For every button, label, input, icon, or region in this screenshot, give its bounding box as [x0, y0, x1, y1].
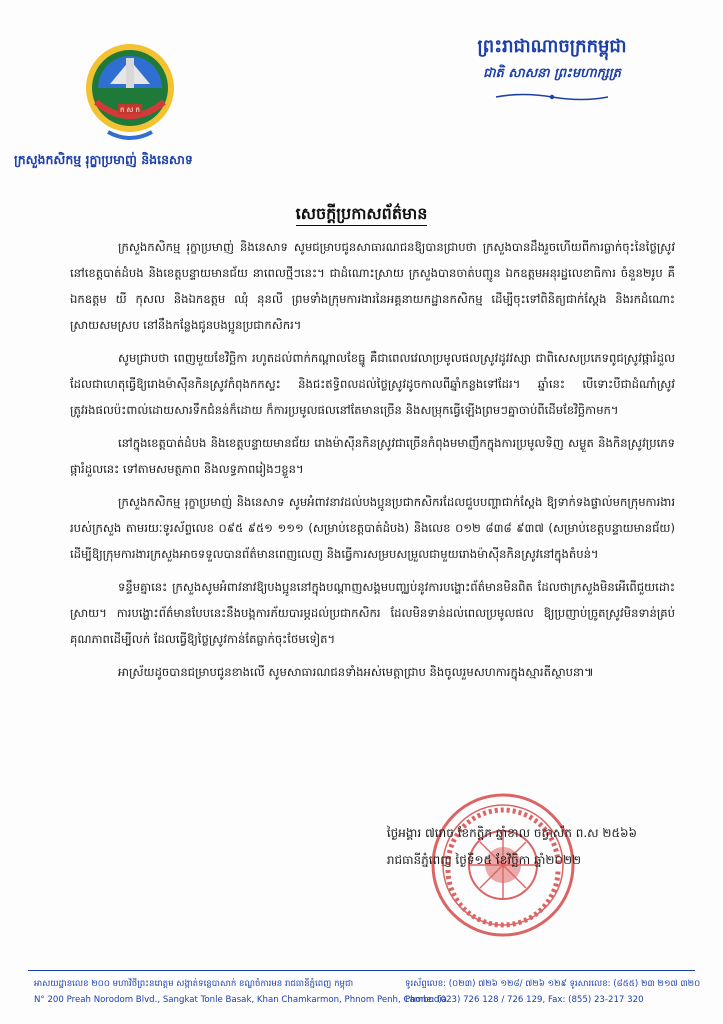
- footer-phone-km: ទូរស័ព្ទលេខ: (០២៣) ៧២៦ ១២៨/ ៧២៦ ១២៩ ទូរសារលេខ: (៨៥៥) ២៣ ២១៧ ៣២០: [405, 979, 701, 989]
- solar-date: រាជធានីភ្នំពេញ ថ្ងៃទី១៥ ខែវិច្ឆិកា ឆ្នាំ២០២២: [386, 853, 582, 867]
- paragraph: ក្រសួងកសិកម្ម រុក្ខាប្រមាញ់ និងនេសាទ សូមជម្រាបជូនសាធារណជនឱ្យបានជ្រាបថា ក្រសួងបានដឹងរួចហើយពីការធ្លាក់ចុះនៃថ្លៃស្រូវនៅខេត្តបាត់ដំបង និងខេត្តបន្ទាយមានជ័យ នាពេលថ្មីៗនេះ។ ជាដំណោះស្រាយ ក្រសួងបានចាត់បញ្ជូន ឯកឧត្តមអនុរដ្ឋលេខាធិការ ចំនួន២រូប គឺ ឯកឧត្តម យី កុសល និងឯកឧត្តម ឈុំ នុនលី ព្រមទាំងក្រុមការងារនៃអគ្គនាយកដ្ឋានកសិកម្ម ដើម្បីចុះទៅពិនិត្យជាក់ស្តែង និងរកដំណោះស្រាយសមស្រប នៅនឹងកន្លែងជូនបងប្អូនប្រជាកសិករ។: [70, 240, 675, 332]
- paragraph: នៅក្នុងខេត្តបាត់ដំបង និងខេត្តបន្ទាយមានជ័យ រោងម៉ាស៊ីនកិនស្រូវជាច្រើនកំពុងមមាញឹកក្នុងការប្រមូលទិញ សម្ងួត និងកិនស្រូវប្រភេទផ្ការំដួលនេះ ទៅតាមសមត្ថភាព និងលទ្ធភាពរៀងៗខ្លួន។: [70, 436, 675, 476]
- footer-address: [34, 976, 447, 1008]
- ornament-divider-icon: [492, 92, 612, 102]
- footer-address-km: អាសយដ្ឋានលេខ ២០០ មហាវិថីព្រះនរោត្តម សង្កាត់ទន្លេបាសាក់ ខណ្ឌចំការមន រាជធានីភ្នំពេញ កម្ពុជា: [34, 979, 354, 989]
- national-motto: ជាតិ សាសនា ព្រះមហាក្សត្រ: [483, 66, 621, 81]
- document-title-text: សេចក្ដីប្រកាសព័ត៌មាន: [296, 204, 428, 226]
- kingdom-header: [437, 34, 667, 106]
- paragraph: អាស្រ័យដូចបានជម្រាបជូនខាងលើ សូមសាធារណជនទាំងអស់មេត្តាជ្រាប និងចូលរួមសហការក្នុងស្មារតីស្ថាបនា៕: [118, 665, 594, 679]
- footer-divider: [28, 970, 695, 971]
- paragraph: ទន្ទឹមគ្នានេះ ក្រសួងសូមអំពាវនាវឱ្យបងប្អូននៅក្នុងបណ្តាញសង្គមបញ្ឈប់នូវការបង្ហោះព័ត៌មានមិនពិត ដែលថាក្រសួងមិនអើពើជួយដោះស្រាយ។ ការបង្ហោះព័ត៌មានបែបនេះនឹងបង្កការភ័យបារម្ភដល់ប្រជាកសិករ ដែលមិនទាន់ដល់ពេលប្រមូលផល ឱ្យប្រញាប់ច្រូតស្រូវមិនទាន់គ្រប់គុណភាពដើម្បីលក់ ដែលធ្វើឱ្យថ្លៃស្រូវកាន់តែធ្លាក់ចុះថែមទៀត។: [70, 580, 675, 646]
- footer-contact: [405, 976, 700, 1008]
- document-title: [0, 203, 723, 227]
- date-block: [387, 820, 637, 874]
- kingdom-name: ព្រះរាជាណាចក្រកម្ពុជា: [477, 36, 627, 57]
- ministry-name: ក្រសួងកសិកម្ម រុក្ខាប្រមាញ់ និងនេសាទ: [14, 152, 193, 167]
- body-text: [70, 234, 675, 692]
- emblem-lettering: ក ស ក: [119, 106, 141, 114]
- ministry-emblem-icon: [82, 40, 178, 146]
- lunar-date: ថ្ងៃអង្គារ ៧រោច ខែកត្តិក ឆ្នាំខាល ចត្វាស័ក ព.ស ២៥៦៦: [386, 826, 637, 840]
- paragraph: ក្រសួងកសិកម្ម រុក្ខាប្រមាញ់ និងនេសាទ សូមអំពាវនាវដល់បងប្អូនប្រជាកសិករដែលជួបបញ្ហាជាក់ស្តែង ឱ្យទាក់ទងផ្ទាល់មកក្រុមការងាររបស់ក្រសួង តាមរយៈទូរស័ព្ទលេខ ០៩៥ ៩៥១ ១១១ (សម្រាប់ខេត្តបាត់ដំបង) និងលេខ ០១២ ៨៣៨ ៩៣៧ (សម្រាប់ខេត្តបន្ទាយមានជ័យ) ដើម្បីឱ្យក្រុមការងារក្រសួងអាចទទួលបានព័ត៌មានពេញលេញ និងធ្វើការសម្របសម្រួលជាមួយរោងម៉ាស៊ីនកិនស្រូវនៅក្នុងតំបន់។: [70, 495, 675, 561]
- footer-address-en: N° 200 Preah Norodom Blvd., Sangkat Tonle Basak, Khan Chamkarmon, Phnom Penh, Cambodia: [34, 995, 447, 1005]
- paragraph: សូមជ្រាបថា ពេញមួយខែវិច្ឆិកា រហូតដល់ពាក់កណ្តាលខែធ្នូ គឺជាពេលវេលាប្រមូលផលស្រូវដូវវស្សា ជាពិសេសប្រភេទពូជស្រូវផ្ការំដួល ដែលជាហេតុធ្វើឱ្យរោងម៉ាស៊ីនកិនស្រូវកំពុងកកស្ទះ និងជះឥទ្ធិពលដល់ថ្លៃស្រូវដូចកាលពីឆ្នាំកន្លងទៅដែរ។ ឆ្នាំនេះ បើទោះបីជាដំណាំស្រូវត្រូវរងផលប៉ះពាល់ដោយសារទឹកជំនន់ក៏ដោយ ក៏ការប្រមូលផលនៅតែមានច្រើន និងសម្រុកធ្វើឡើងព្រមៗគ្នាចាប់ពីដើមខែវិច្ឆិកាមក។: [70, 351, 675, 417]
- footer-phone-en: Phone: (023) 726 128 / 726 129, Fax: (855) 23-217 320: [405, 995, 644, 1005]
